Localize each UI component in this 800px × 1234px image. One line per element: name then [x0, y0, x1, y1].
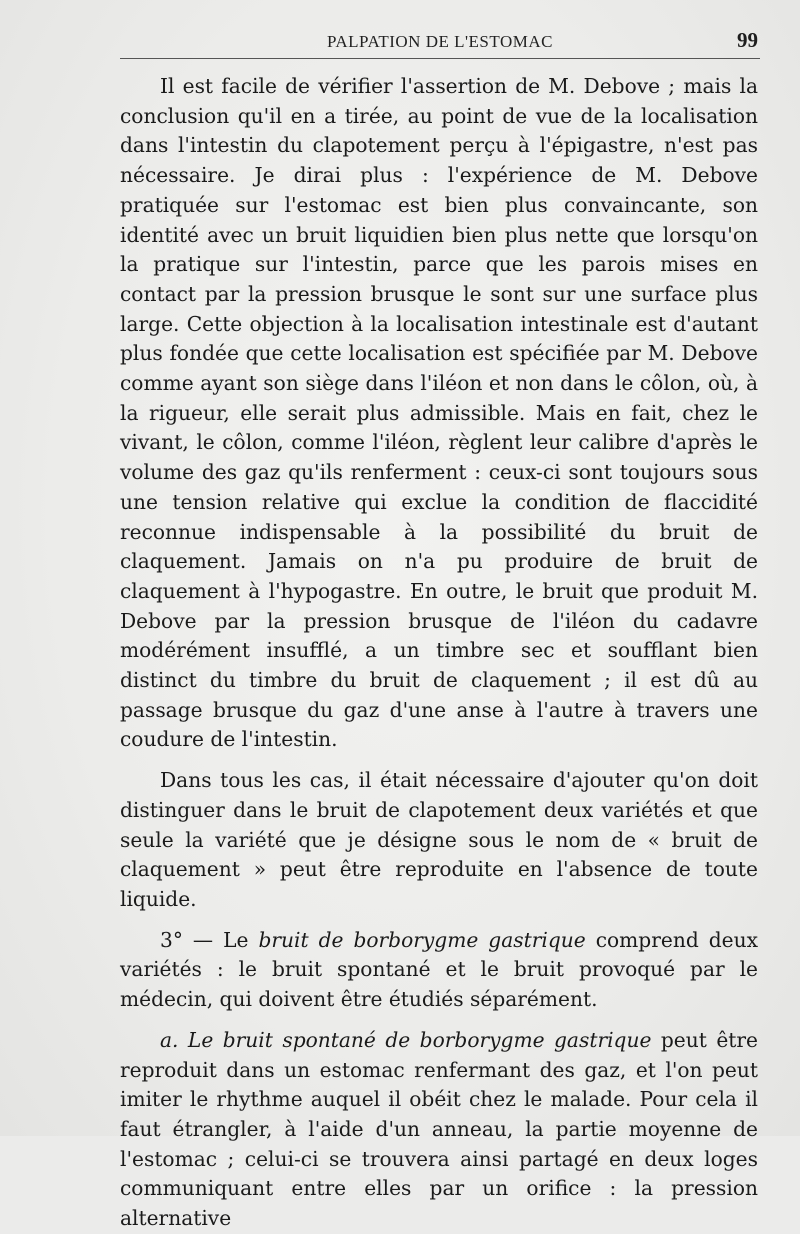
subsection-heading-italic: a. Le bruit spontané de borborygme gastrique [160, 1027, 652, 1052]
paragraph-text: comprend deux variétés : le bruit spontané et le bruit provoqué par le médecin, qui doivent être étudiés séparément. [120, 927, 759, 1012]
header-rule [120, 58, 760, 59]
paragraph-text: peut être reproduit dans un estomac renfermant des gaz, et l'on peut imiter le rhythme auquel il obéit chez le malade. Pour cela il faut étrangler, à l'aide d'un anneau, la partie moyenne de l'estomac ; celui-ci se trouvera ainsi partagé en deux loges communiquant entre elles par un orifice : la pression alternative [120, 1027, 758, 1231]
running-title: PALPATION DE L'ESTOMAC [327, 32, 553, 51]
page-number: 99 [737, 28, 758, 52]
paragraph-subsection-a [120, 1026, 758, 1234]
section-term-italic: bruit de borborygme gastrique [258, 927, 586, 952]
paragraph-prefix: 3° — Le [160, 927, 259, 952]
page-header [120, 28, 760, 58]
paragraph-section-3 [120, 926, 758, 1015]
paragraph: Dans tous les cas, il était nécessaire d'ajouter qu'on doit distinguer dans le bruit de clapotement deux variétés et que seule la variété que je désigne sous le nom de « bruit de claquement » peut être reproduite en l'absence de toute liquide. [120, 768, 758, 911]
body-text [120, 72, 758, 1234]
paragraph: Il est facile de vérifier l'assertion de M. Debove ; mais la conclusion qu'il en a tirée, au point de vue de la localisation dans l'intestin du clapotement perçu à l'épigastre, n'est pas nécessaire. Je dirai plus : l'expérience de M. Debove pratiquée sur l'estomac est bien plus convaincante, son identité avec un bruit liquidien bien plus nette que lorsqu'on la pratique sur l'intestin, parce que les parois mises en contact par la pression brusque le sont sur une surface plus large. Cette objection à la localisation intestinale est d'autant plus fondée que cette localisation est spécifiée par M. Debove comme ayant son siège dans l'iléon et non dans le côlon, où, à la rigueur, elle serait plus admissible. Mais en fait, chez le vivant, le côlon, comme l'iléon, règlent leur calibre d'après le volume des gaz qu'ils renferment : ceux-ci sont toujours sous une tension relative qui exclue la condition de flaccidité reconnue indispensable à la possibilité du bruit de claquement. Jamais on n'a pu produire de bruit de claquement à l'hypogastre. En outre, le bruit que produit M. Debove par la pression brusque de l'iléon du cadavre modérément insufflé, a un timbre sec et soufflant bien distinct du timbre du bruit de claquement ; il est dû au passage brusque du gaz d'une anse à l'autre à travers une coudure de l'intestin. [120, 74, 758, 752]
